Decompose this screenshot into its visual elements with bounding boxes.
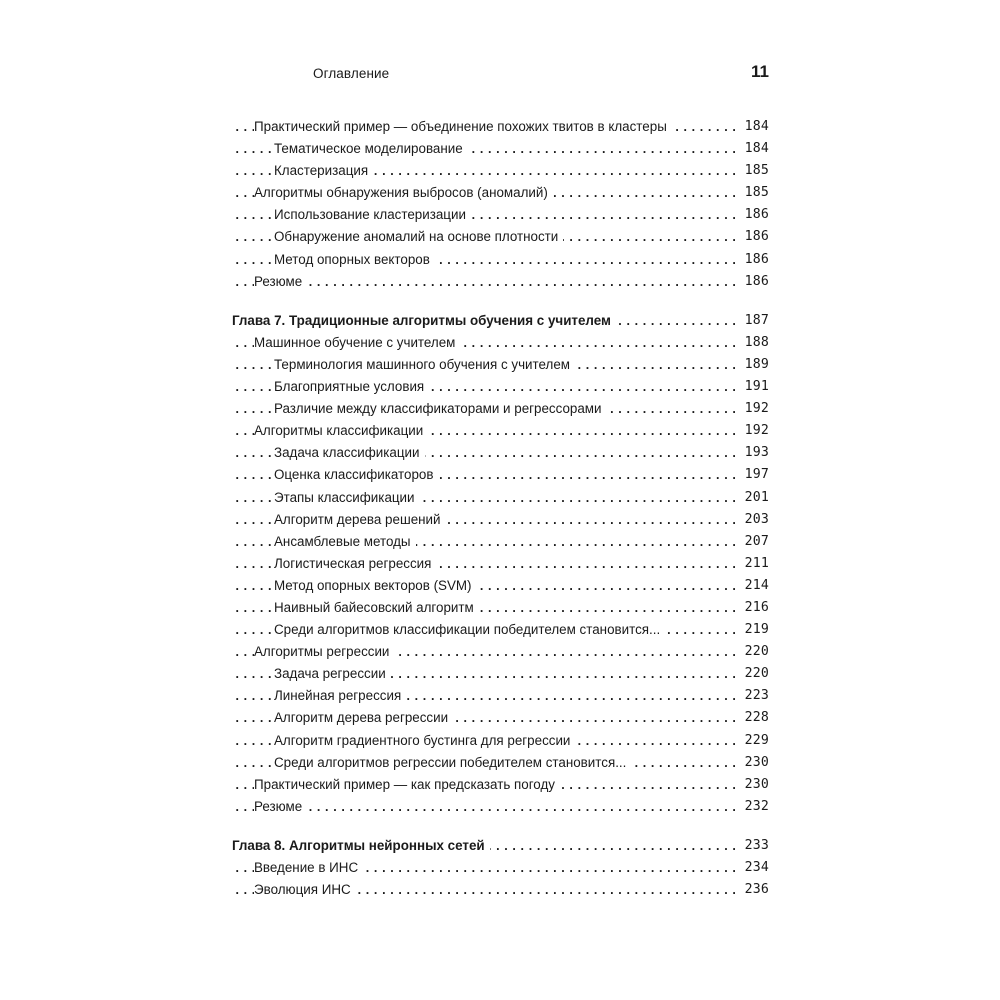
- toc-entry-title: Ансамблевые методы: [274, 534, 416, 549]
- toc-entry-title: Среди алгоритмов классификации победителем становится...: [274, 622, 665, 637]
- toc-entry-page: 223: [740, 685, 769, 707]
- toc-entry: [232, 752, 769, 774]
- toc-entry-title: Резюме: [254, 799, 307, 814]
- toc-entry: [232, 619, 769, 641]
- toc-entry-page: 192: [740, 420, 769, 442]
- toc-entry-page: 186: [740, 204, 769, 226]
- toc-entry-title: Логистическая регрессия: [274, 556, 436, 571]
- toc-entry-page: 186: [740, 271, 769, 293]
- toc-entry-title: Терминология машинного обучения с учителем: [274, 357, 575, 372]
- toc-entry: [232, 116, 769, 138]
- toc-entry: [232, 553, 769, 575]
- toc-entry-title: Среди алгоритмов регрессии победителем становится...: [274, 755, 631, 770]
- toc-entry-page: 201: [740, 487, 769, 509]
- toc-entry-title: Метод опорных векторов: [274, 252, 435, 267]
- toc-entry: [232, 774, 769, 796]
- toc-entry-page: 214: [740, 575, 769, 597]
- toc-entry-title: Резюме: [254, 274, 307, 289]
- toc-entry-page: 184: [740, 116, 769, 138]
- toc-entry-page: 189: [740, 354, 769, 376]
- toc-entry: [232, 857, 769, 879]
- toc-entry: [232, 420, 769, 442]
- toc-entry-title: Наивный байесовский алгоритм: [274, 600, 479, 615]
- toc-entry-title: Обнаружение аномалий на основе плотности: [274, 229, 563, 244]
- toc-entry-page: 229: [740, 730, 769, 752]
- toc-entry-title: Этапы классификации: [274, 490, 420, 505]
- toc-entry-title: Кластеризация: [274, 163, 373, 178]
- toc-entry-page: 228: [740, 707, 769, 729]
- toc-entry-title: Глава 8. Алгоритмы нейронных сетей: [232, 838, 490, 853]
- toc-entry-title: Машинное обучение с учителем: [254, 335, 460, 350]
- toc-entry-title: Оценка классификаторов: [274, 467, 438, 482]
- dot-leader: [232, 271, 769, 293]
- toc-entry-page: 220: [740, 663, 769, 685]
- toc-entry-title: Использование кластеризации: [274, 207, 471, 222]
- running-head: [313, 62, 769, 86]
- toc-entry-title: Глава 7. Традиционные алгоритмы обучения с учителем: [232, 313, 616, 328]
- toc-entry: [232, 376, 769, 398]
- toc-entry: [232, 464, 769, 486]
- toc-entry-title: Алгоритмы регрессии: [254, 644, 394, 659]
- running-title: Оглавление: [313, 66, 390, 81]
- toc-entry-page: 188: [740, 332, 769, 354]
- toc-entry-title: Тематическое моделирование: [274, 141, 468, 156]
- toc-entry: [232, 249, 769, 271]
- toc-entry-page: 230: [740, 774, 769, 796]
- toc-entry-title: Метод опорных векторов (SVM): [274, 578, 477, 593]
- toc-entry: [232, 685, 769, 707]
- toc-entry-title: Практический пример — как предсказать погоду: [254, 777, 560, 792]
- toc-entry: [232, 442, 769, 464]
- toc-entry: [232, 575, 769, 597]
- toc-entry: [232, 138, 769, 160]
- toc-entry: [232, 271, 769, 293]
- toc-entry-page: 186: [740, 249, 769, 271]
- toc-entry-page: 207: [740, 531, 769, 553]
- toc-entry-title: Различие между классификаторами и регрессорами: [274, 401, 607, 416]
- dot-leader: [232, 796, 769, 818]
- toc-entry-title: Алгоритм дерева решений: [274, 512, 446, 527]
- toc-entry: [232, 182, 769, 204]
- toc-entry: [232, 160, 769, 182]
- toc-chapter-entry: [232, 835, 769, 857]
- toc-entry-page: 232: [740, 796, 769, 818]
- toc-entry-page: 203: [740, 509, 769, 531]
- toc-entry: [232, 332, 769, 354]
- toc-entry-title: Алгоритм дерева регрессии: [274, 710, 453, 725]
- toc-entry-page: 185: [740, 182, 769, 204]
- toc-entry: [232, 509, 769, 531]
- toc-entry-page: 234: [740, 857, 769, 879]
- toc-entry-title: Эволюция ИНС: [254, 882, 356, 897]
- toc-entry-page: 233: [740, 835, 769, 857]
- toc-entry: [232, 730, 769, 752]
- toc-entry-title: Алгоритмы классификации: [254, 423, 428, 438]
- toc-entry: [232, 796, 769, 818]
- table-of-contents: [232, 116, 769, 901]
- toc-entry: [232, 707, 769, 729]
- toc-entry-page: 236: [740, 879, 769, 901]
- toc-entry: [232, 398, 769, 420]
- toc-entry: [232, 204, 769, 226]
- toc-entry: [232, 597, 769, 619]
- toc-entry-title: Введение в ИНС: [254, 860, 363, 875]
- toc-entry-page: 186: [740, 226, 769, 248]
- toc-entry-page: 193: [740, 442, 769, 464]
- toc-entry-title: Линейная регрессия: [274, 688, 406, 703]
- toc-entry-title: Благоприятные условия: [274, 379, 429, 394]
- toc-entry: [232, 487, 769, 509]
- toc-entry-page: 192: [740, 398, 769, 420]
- toc-entry: [232, 641, 769, 663]
- toc-entry-page: 187: [740, 310, 769, 332]
- toc-entry-page: 184: [740, 138, 769, 160]
- toc-entry-page: 191: [740, 376, 769, 398]
- toc-entry-title: Алгоритм градиентного бустинга для регрессии: [274, 733, 575, 748]
- toc-entry: [232, 879, 769, 901]
- toc-entry-title: Задача классификации: [274, 445, 425, 460]
- toc-entry: [232, 663, 769, 685]
- toc-entry-title: Практический пример — объединение похожих твитов в кластеры: [254, 119, 672, 134]
- toc-entry-page: 216: [740, 597, 769, 619]
- toc-entry-page: 185: [740, 160, 769, 182]
- toc-entry: [232, 226, 769, 248]
- page-number: 11: [751, 62, 769, 81]
- toc-entry-page: 211: [740, 553, 769, 575]
- toc-entry-page: 230: [740, 752, 769, 774]
- toc-chapter-entry: [232, 310, 769, 332]
- toc-entry: [232, 531, 769, 553]
- toc-entry-page: 197: [740, 464, 769, 486]
- toc-entry-page: 220: [740, 641, 769, 663]
- toc-entry-title: Задача регрессии: [274, 666, 391, 681]
- toc-entry-page: 219: [740, 619, 769, 641]
- toc-entry-title: Алгоритмы обнаружения выбросов (аномалий): [254, 185, 553, 200]
- toc-entry: [232, 354, 769, 376]
